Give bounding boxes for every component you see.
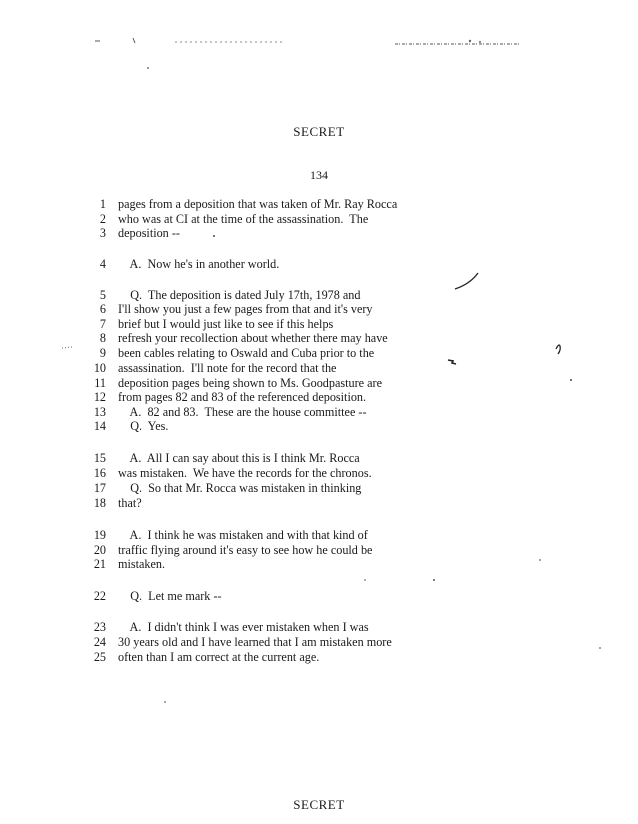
page-number: 134 <box>310 168 328 182</box>
classification-header: SECRET <box>293 124 345 139</box>
line-number: 11 <box>94 376 106 390</box>
line-text: deposition pages being shown to Ms. Goodpasture are <box>118 376 383 390</box>
line-text: A. I didn't think I was ever mistaken when I was <box>118 620 369 634</box>
line-text: Q. So that Mr. Rocca was mistaken in thinking <box>118 481 362 495</box>
line-number: 2 <box>99 212 106 226</box>
line-text: A. I think he was mistaken and with that kind of <box>118 528 368 542</box>
line-number: 5 <box>99 288 106 302</box>
line-number: 4 <box>99 257 106 271</box>
line-text: from pages 82 and 83 of the referenced deposition. <box>118 390 367 404</box>
line-text: A. Now he's in another world. <box>118 257 280 271</box>
line-text: traffic flying around it's easy to see how he could be <box>118 543 373 557</box>
line-number: 24 <box>93 635 106 649</box>
line-number: 20 <box>93 543 106 557</box>
line-text: 30 years old and I have learned that I am mistaken more <box>118 635 392 649</box>
line-number: 23 <box>93 620 106 634</box>
line-number: 21 <box>93 557 106 571</box>
line-number: 13 <box>93 405 106 419</box>
line-number: 17 <box>93 481 106 495</box>
scan-artifacts <box>0 0 638 60</box>
line-number: 3 <box>99 226 106 240</box>
line-text: who was at CI at the time of the assassination. The <box>118 212 369 226</box>
line-number: 12 <box>93 390 106 404</box>
line-text: refresh your recollection about whether there may have <box>118 331 388 345</box>
line-text: A. 82 and 83. These are the house committee -- <box>118 405 367 419</box>
line-number: 16 <box>93 466 106 480</box>
line-text: deposition -- <box>118 226 180 240</box>
line-text: often than I am correct at the current age. <box>118 650 320 664</box>
line-number: 7 <box>99 317 106 331</box>
line-text: pages from a deposition that was taken of Mr. Ray Rocca <box>118 197 398 211</box>
line-text: been cables relating to Oswald and Cuba prior to the <box>118 346 375 360</box>
classification-footer: SECRET <box>293 797 345 812</box>
line-number: 1 <box>99 197 106 211</box>
line-number: 25 <box>93 650 106 664</box>
line-text: I'll show you just a few pages from that and it's very <box>118 302 373 316</box>
line-text: was mistaken. We have the records for the chronos. <box>118 466 372 480</box>
line-text: brief but I would just like to see if this helps <box>118 317 334 331</box>
line-text: A. All I can say about this is I think Mr. Rocca <box>118 451 360 465</box>
line-number: 8 <box>99 331 106 345</box>
line-number: 14 <box>93 419 106 433</box>
line-number: 15 <box>93 451 106 465</box>
line-text: Q. Let me mark -- <box>118 589 222 603</box>
line-number: 22 <box>93 589 106 603</box>
line-text: assassination. I'll note for the record that the <box>118 361 337 375</box>
line-text: Q. The deposition is dated July 17th, 1978 and <box>118 288 361 302</box>
line-number: 6 <box>99 302 106 316</box>
line-number: 19 <box>93 528 106 542</box>
line-text: Q. Yes. <box>118 419 169 433</box>
line-number: 9 <box>99 346 106 360</box>
line-text: that? <box>118 496 142 510</box>
line-number: 18 <box>93 496 106 510</box>
line-number: 10 <box>93 361 106 375</box>
line-text: mistaken. <box>118 557 166 571</box>
